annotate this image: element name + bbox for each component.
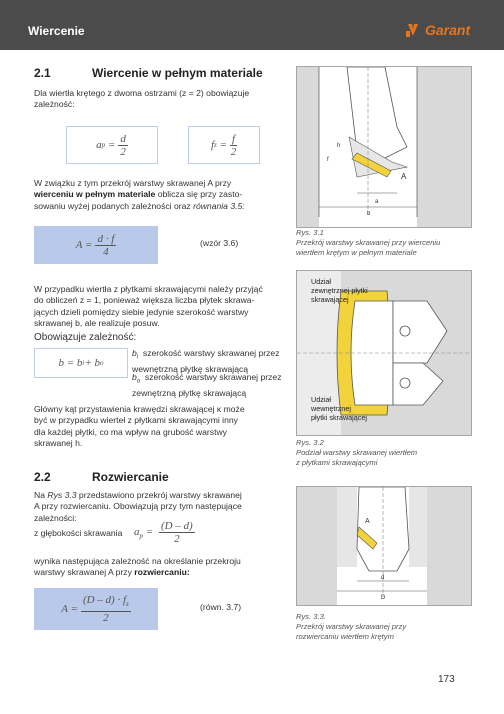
svg-text:a: a	[375, 199, 379, 205]
garant-logo-icon	[405, 22, 421, 38]
paragraph-4: Główny kąt przystawienia krawędzi skrawającej κ może być w przypadku wierteł z płytkami skrawającymi inny dla każdej płytki, co ma wpływ na grubość warstwy skrawanej h.	[34, 404, 245, 449]
svg-text:b: b	[367, 211, 371, 217]
figure-3-1-caption: Rys. 3.1 Przekrój warstwy skrawanej przy wierceniu wiertłem krętym w pełnym materiale	[296, 228, 441, 257]
figure-3-2-caption: Rys. 3.2 Podział warstwy skrawanej wiertłem z płytkami skrawającymi	[296, 438, 418, 467]
svg-text:A: A	[365, 518, 370, 525]
section-number: 2.1	[34, 66, 51, 80]
paragraph-5: Na Rys 3.3 przedstawiono przekrój warstwy skrawanej A przy rozwiercaniu. Obowiązują przy tym następujące zależności:	[34, 490, 242, 523]
definition-bi: $b_i$ szerokość warstwy skrawanej przez wewnętrzną płytkę skrawającą	[132, 348, 280, 375]
formula-ap-reaming: $a_p$ = $\frac{(D - d)}{2}$	[134, 520, 193, 545]
formula-label-3-6: (wzór 3.6)	[200, 238, 239, 248]
svg-text:D: D	[381, 595, 386, 601]
svg-text:d: d	[381, 575, 385, 581]
page-header	[0, 0, 504, 50]
paragraph-2: W związku z tym przekrój warstwy skrawanej A przy wierceniu w pełnym materiale oblicza się przy zasto- sowaniu wyżej podanych zależności oraz równania 3.5:	[34, 178, 245, 211]
formula-label-3-7: (równ. 3.7)	[200, 602, 242, 612]
definition-bo: $b_o$ szerokość warstwy skrawanej przez zewnętrzną płytkę skrawającą	[132, 372, 282, 399]
obowiazuje-heading: Obowiązuje zależność:	[34, 332, 137, 343]
figure-3-2	[296, 270, 472, 436]
formula-ap: a p = $\frac{d}{2}$	[66, 126, 158, 164]
formula-b: b = b i + b o	[34, 348, 128, 378]
depth-label: z głębokości skrawania	[34, 528, 123, 538]
figure-3-1	[296, 66, 472, 228]
outer-insert-label: Udział zewnętrznej płytki skrawającej	[311, 277, 368, 304]
reaming-diagram	[297, 487, 471, 605]
intro-text: Dla wiertła krętego z dwoma ostrzami (z = 2) obowiązuje zależność:	[34, 88, 250, 110]
header-title: Wiercenie	[28, 24, 85, 38]
page-number: 173	[438, 674, 455, 685]
figure-3-3	[296, 486, 472, 606]
svg-text:A: A	[401, 172, 407, 181]
inner-insert-label: Udział wewnętrznej płytki skrawającej	[311, 395, 367, 422]
formula-A-reaming: A = $\frac{(D - d) \cdot f_z}{2}$	[34, 588, 158, 630]
figure-3-3-caption: Rys. 3.3. Przekrój warstwy skrawanej przy rozwiercaniu wiertłem krętym	[296, 612, 407, 641]
paragraph-6: wynika następująca zależność na określanie przekroju warstwy skrawanej A przy rozwiercaniu:	[34, 556, 241, 578]
section-number-2: 2.2	[34, 470, 51, 484]
section-title-2: Rozwiercanie	[92, 470, 169, 484]
garant-logo: Garant	[405, 20, 491, 42]
svg-text:h: h	[337, 143, 341, 149]
svg-text:f: f	[327, 157, 329, 163]
section-title: Wiercenie w pełnym materiale	[92, 66, 263, 80]
formula-A-drilling: A = $\frac{d \cdot f}{4}$	[34, 226, 158, 264]
formula-fz: f z = $\frac{f}{2}$	[188, 126, 260, 164]
drill-cross-section-diagram	[297, 67, 471, 227]
paragraph-3: W przypadku wiertła z płytkami skrawającymi należy przyjąć do obliczeń z = 1, ponieważ większa liczba płytek skrawa- jących dzieli pomiędzy siebie jedynie szerokość warstwy skrawanej b, ale realizuje posuw.	[34, 284, 263, 329]
